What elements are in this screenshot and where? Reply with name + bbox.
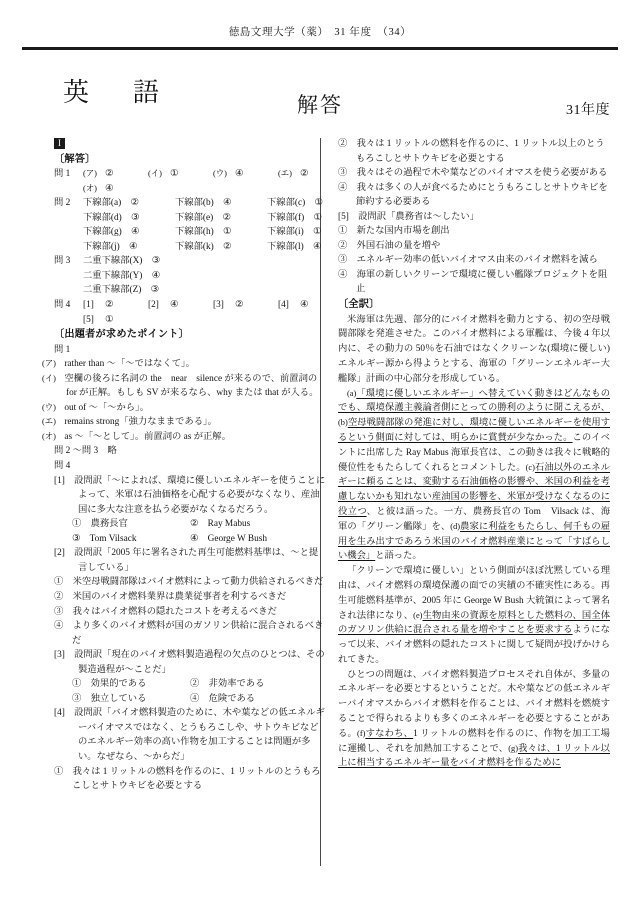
translation-heading: 〔全訳〕 [338, 299, 380, 311]
mon4-explanation-num: [2] [54, 548, 75, 559]
underlined-text: 「環境に優しいエネルギー」へ替えていく動きはどんなものでも、環境保護主義論者側にとっての勝利のように聞こえるが、 [338, 388, 610, 414]
mon1-item [213, 167, 278, 182]
mon3-row [54, 269, 326, 284]
mon1-item-mark: (オ) [83, 183, 97, 193]
translation-text: ひとつの問題は、バイオ燃料製造プロセスそれ自体が、多量のエネルギーを必要とするということだ。木や葉などの低エネルギーバイオマスからバイオ燃料を作ることは、バイオ燃料を燃焼することで得られるよりも多くのエネルギーを必要とすることがある。 [338, 669, 610, 739]
mon1-item-value: ① [170, 169, 179, 180]
choice-item: ① 農務長官 [72, 519, 128, 530]
mon1-label: 問 1 [54, 169, 71, 180]
choice-item: ② 外国石油の量を増や [338, 240, 441, 251]
point-item-mark: (ウ) [42, 402, 65, 412]
mon3-item-mark: 二重下線部(Y) [83, 270, 152, 281]
point-item-text: out of ～「～から」。 [64, 402, 150, 413]
mon4-item-mark: [1] [83, 300, 94, 311]
choice-item: ① 新たな国内市場を創出 [338, 226, 450, 237]
underlined-text: 空母戦闘部隊の発進に対し、環境に優しいエネルギーを使用するという側面に対しては、明らかに賞賛が少なかった。 [338, 418, 610, 443]
mon4-explanation [54, 706, 326, 764]
mon4-item-mark: [5] [83, 314, 94, 325]
underlined-text: 農家に利益をもたらし、何千もの雇用を生み出すであろう米国のバイオ燃料産業にとって「すばらしい機会」 [338, 521, 610, 562]
mon3-item-mark: 二重下線部(X) [83, 256, 152, 267]
mon2-item-value: ④ [128, 241, 138, 252]
mon4-item-value: ④ [170, 300, 179, 311]
translation-text: このイベントに出席した Ray Mabus 海軍長官は、この動きは我々に戦略的優位性をもたらしてくれるとコメントした。 [338, 432, 610, 473]
choice-item: ④ 危険である [190, 693, 256, 704]
mon2-item-value: ④ [312, 241, 322, 252]
choice-item: ③ 我々はその過程で木や葉などのバイオマスを使う必要がある [338, 168, 608, 179]
underlined-text: 我々は、1 リットル以上に相当するエネルギー量をバイオ燃料を作るために [338, 743, 610, 769]
translation-text: 「クリーンで環境に優しい」という側面がほぼ沈黙している理由は、バイオ燃料の環境保護の面での実績の不確実性にある。再生可能燃料基準が、2005 年に George W Bush 大統領によって署名され法律になり、 [338, 566, 610, 621]
mon1-item [278, 167, 343, 182]
mon4-explanation-num: [3] [54, 650, 75, 661]
choice-row [54, 532, 326, 547]
mon2-row [54, 240, 326, 255]
choice-item: ② 米国のバイオ燃料業界は農業従事者を利するべきだ [54, 591, 287, 602]
point-item [42, 430, 326, 445]
mon2-item [83, 211, 175, 226]
mon1-item-value: ② [105, 169, 114, 180]
points-mon4-label: 問 4 [54, 461, 71, 472]
translation-paragraph [338, 387, 610, 565]
translation-text: 、と彼は語った。一方、農務長官の Tom Vilsack は、海軍の「グリーン艦隊」を、 [338, 506, 610, 532]
mon2-label: 問 2 [54, 198, 71, 209]
mon4-explanation-prompt: 設問訳「～によれば、環境に優しいエネルギーを使うことによって、米軍は石油価格を心配する必要がなくなり、産油国に多大な注意を払う必要がなくなるだろう。 [74, 475, 326, 515]
mon1-item [83, 182, 148, 197]
point-item-mark: (エ) [42, 417, 65, 427]
mon4-explanation-num: [1] [54, 475, 75, 486]
mon1-item-mark: (ウ) [213, 169, 227, 179]
mon1-item [148, 167, 213, 182]
mon4-explanation-prompt: 設問訳「現在のバイオ燃料製造過程の欠点のひとつは、その製造過程が～ことだ」 [74, 650, 325, 675]
mon2-item-mark: 下線部(e) [175, 212, 223, 223]
mon4-item-value: ② [105, 300, 114, 311]
choice-row [54, 692, 326, 707]
mon2-row [54, 211, 326, 226]
mon4-explanation-num: [4] [54, 708, 75, 719]
points-heading: 〔出題者が求めたポイント〕 [54, 329, 190, 341]
mon4-item-value: ① [105, 314, 114, 325]
point-item-mark: (オ) [42, 431, 65, 441]
left-column [42, 137, 326, 794]
choice-item: ② 我々は 1 リットルの燃料を作るのに、1 リットル以上のとうもろこしとサトウキビを必要とする [338, 139, 605, 164]
mon2-row [54, 196, 326, 211]
point-item-mark: (ア) [42, 359, 65, 369]
mon4-row [54, 298, 326, 313]
mon3-item-value: ③ [150, 285, 159, 296]
underline-marker: (a) [347, 388, 357, 398]
mon2-item [175, 196, 267, 211]
mon2-item-mark: 下線部(h) [175, 227, 224, 238]
mon4-explanation [54, 474, 326, 518]
mon2-item [175, 240, 267, 255]
mon2-item-value: ③ [131, 212, 140, 223]
mon2-item-mark: 下線部(j) [83, 241, 129, 252]
mon2-item-value: ① [312, 227, 322, 238]
section-number-badge: I [54, 138, 65, 149]
mon2-item-value: ④ [223, 198, 232, 209]
choice-item: ① 我々は 1 リットルの燃料を作るのに、1 リットルのとうもろこしとサトウキビを必要とする [54, 766, 321, 792]
underline-marker: (g) [508, 743, 518, 753]
mon1-item-value: ④ [235, 169, 244, 180]
mon2-item-mark: 下線部(i) [267, 227, 313, 238]
points-mon1-label: 問 1 [54, 344, 71, 355]
mon4-row [54, 313, 326, 328]
choice-item: ④ より多くのバイオ燃料が国のガソリン供給に混合されるべきだ [54, 621, 324, 646]
answers-heading: 〔解答〕 [54, 153, 96, 165]
mon2-item-mark: 下線部(b) [175, 198, 224, 209]
choice-item: ③ 我々はバイオ燃料の隠れたコストを考えるべきだ [54, 606, 277, 617]
mon3-item-value: ④ [151, 270, 161, 281]
mon1-item-value: ② [300, 169, 309, 180]
mon2-item-value: ④ [131, 227, 140, 238]
mon3-row [54, 283, 326, 298]
mon4-explanation-num: [5] [338, 211, 359, 222]
mon2-item [175, 225, 267, 240]
answer-section-title: 解答 [297, 93, 343, 117]
mon2-item-mark: 下線部(k) [175, 241, 224, 252]
underline-marker: (b) [338, 418, 348, 428]
mon4-item-mark: [3] [213, 300, 224, 311]
translation-paragraph [338, 313, 610, 387]
choice-item: ④ 海軍の新しいクリーンで環境に優しい艦隊プロジェクトを阻止 [338, 269, 608, 295]
translation-text: ようになって以来、バイオ燃料の隠れたコストに関して疑問が投げかけられてきた。 [338, 625, 610, 665]
mon4-item [148, 298, 213, 313]
underline-marker: (e) [413, 610, 423, 620]
mon4-explanation [54, 546, 326, 575]
point-item-text: 空欄の後ろに名詞の the near silence が来るので、前置詞の for が正解。もしも SV が来るなら、why または that が入る。 [64, 373, 319, 399]
mon3-item [83, 283, 159, 298]
mon4-explanation-prompt: 設問訳「バイオ燃料製造のために、木や葉などの低エネルギーバイオマスではなく、とうもろこしや、サトウキビなどのエネルギー効率の高い作物を加工することは問題が多い。なぜなら、～からだ」 [74, 708, 325, 762]
mon1-item-mark: (イ) [148, 169, 162, 179]
page-title: 英 語 [63, 78, 169, 108]
translation-text: 1 リットルの燃料を作るのに、作物を加工工場に運搬し、それを加熱加工することで、 [338, 728, 610, 754]
choice-item: ① 米空母戦闘部隊はバイオ燃料によって動力供給されるべきだ [54, 577, 324, 588]
right-column [338, 137, 610, 771]
mon4-explanation [338, 210, 610, 225]
mon1-item-mark: (エ) [278, 169, 292, 179]
year-label: 31年度 [566, 103, 610, 118]
mon2-item-mark: 下線部(g) [83, 227, 132, 238]
mon4-item [83, 298, 148, 313]
translation-text: 米海軍は先週、部分的にバイオ燃料を動力とする、初の空母戦闘部隊を発進させた。このバイオ燃料による軍艦は、今後 4 年以内に、その動力の 50％を石油ではなくクリーンな(環境に優しい)エネルギー源から得ようとする、海軍の「グリーンエネルギー大艦隊」計画の中心部分を形成している。 [338, 314, 610, 384]
mon2-item-value: ① [313, 212, 322, 223]
choice-item: ① 効果的である [72, 679, 147, 690]
mon2-item-mark: 下線部(f) [267, 212, 314, 223]
mon2-item-mark: 下線部(c) [267, 198, 315, 209]
mon1-row [54, 167, 326, 182]
mon1-item-value: ④ [105, 183, 114, 194]
mon4-item-value: ④ [300, 300, 309, 311]
underlined-text: 生物由来の資源を原料とした燃料の、国全体のガソリン供給に混合される量を増やすことを要求する [338, 610, 610, 636]
mon1-item-mark: (ア) [83, 169, 97, 179]
mon2-item-value: ① [223, 227, 232, 238]
choice-row [54, 677, 326, 692]
underlined-text: すなわち、 [365, 728, 414, 739]
mon2-item-mark: 下線部(l) [267, 241, 313, 252]
underlined-text: 石油以外のエネルギーに頼ることは、変動する石油価格の影響や、米国の利益を考慮しないかも知れない産油国の影響を、米軍が受けなくなるのに役立つ [338, 462, 610, 517]
mon3-label: 問 3 [54, 256, 71, 267]
mon4-item [83, 313, 148, 328]
point-item [42, 357, 326, 372]
mon2-item-mark: 下線部(a) [83, 198, 131, 209]
point-item [42, 401, 326, 416]
underline-marker: (f) [357, 728, 366, 738]
point-item-mark: (イ) [42, 373, 65, 383]
translation-text: と語った。 [375, 551, 422, 562]
point-item [42, 415, 326, 430]
mon4-item-value: ② [235, 300, 244, 311]
mon3-item-value: ③ [151, 256, 161, 267]
mon2-item [83, 196, 175, 211]
mon2-item [83, 225, 175, 240]
mon4-item-mark: [4] [278, 300, 289, 311]
mon4-explanation [54, 648, 326, 677]
mon2-item-value: ② [130, 198, 139, 209]
mon2-row [54, 225, 326, 240]
mon2-item [175, 211, 267, 226]
mon2-item-value: ② [223, 241, 232, 252]
choice-row [54, 517, 326, 532]
mon3-item-mark: 二重下線部(Z) [83, 285, 151, 296]
underline-marker: (d) [450, 521, 461, 531]
mon4-label: 問 4 [54, 300, 71, 311]
mon4-item [278, 298, 343, 313]
section-number-wrap [54, 137, 326, 152]
translation-paragraph [338, 668, 610, 772]
point-item-text: remains strong「強力なままである」。 [64, 417, 217, 428]
mon3-item [83, 254, 160, 269]
point-item-text: as ～「～として」。前置詞の as が正解。 [64, 431, 231, 442]
choice-item: ③ エネルギー効率の低いバイオマス由来のバイオ燃料を減ら [338, 255, 598, 266]
mon2-item-value: ① [314, 198, 323, 209]
mon2-item-value: ② [222, 212, 231, 223]
mon3-row [54, 254, 326, 269]
choice-item: ④ George W Bush [190, 533, 268, 544]
mon4-explanation-prompt: 設問訳「農務省は～したい」 [358, 211, 480, 222]
mon4-explanation-prompt: 設問訳「2005 年に署名された再生可能燃料基準は、～と提言している」 [74, 548, 319, 573]
point-item [42, 372, 326, 401]
mon2-item-mark: 下線部(d) [83, 212, 132, 223]
underline-marker: (c) [525, 462, 535, 472]
point-item-text: rather than ～「～ではなくて」。 [64, 359, 195, 370]
mon2-item [83, 240, 175, 255]
translation-paragraph [338, 564, 610, 668]
choice-item: ④ 我々は多くの人が食べるためにとうもろこしとサトウキビを節約する必要ある [338, 182, 608, 208]
mon3-item [83, 269, 160, 284]
mon4-item [213, 298, 278, 313]
header-rule [22, 47, 618, 50]
choice-item: ② Ray Mabus [190, 519, 251, 530]
choice-item: ③ Tom Vilsack [72, 533, 137, 544]
mon4-item-mark: [2] [148, 300, 159, 311]
mon1-item [83, 167, 148, 182]
choice-item: ② 非効率である [190, 679, 265, 690]
mon1-row [54, 182, 326, 197]
running-head: 徳島文理大学（薬） 31 年度 （34） [228, 27, 412, 38]
choice-item: ③ 独立している [72, 693, 147, 704]
points-mon2-3-label: 問 2 ～問 3 略 [54, 446, 117, 457]
